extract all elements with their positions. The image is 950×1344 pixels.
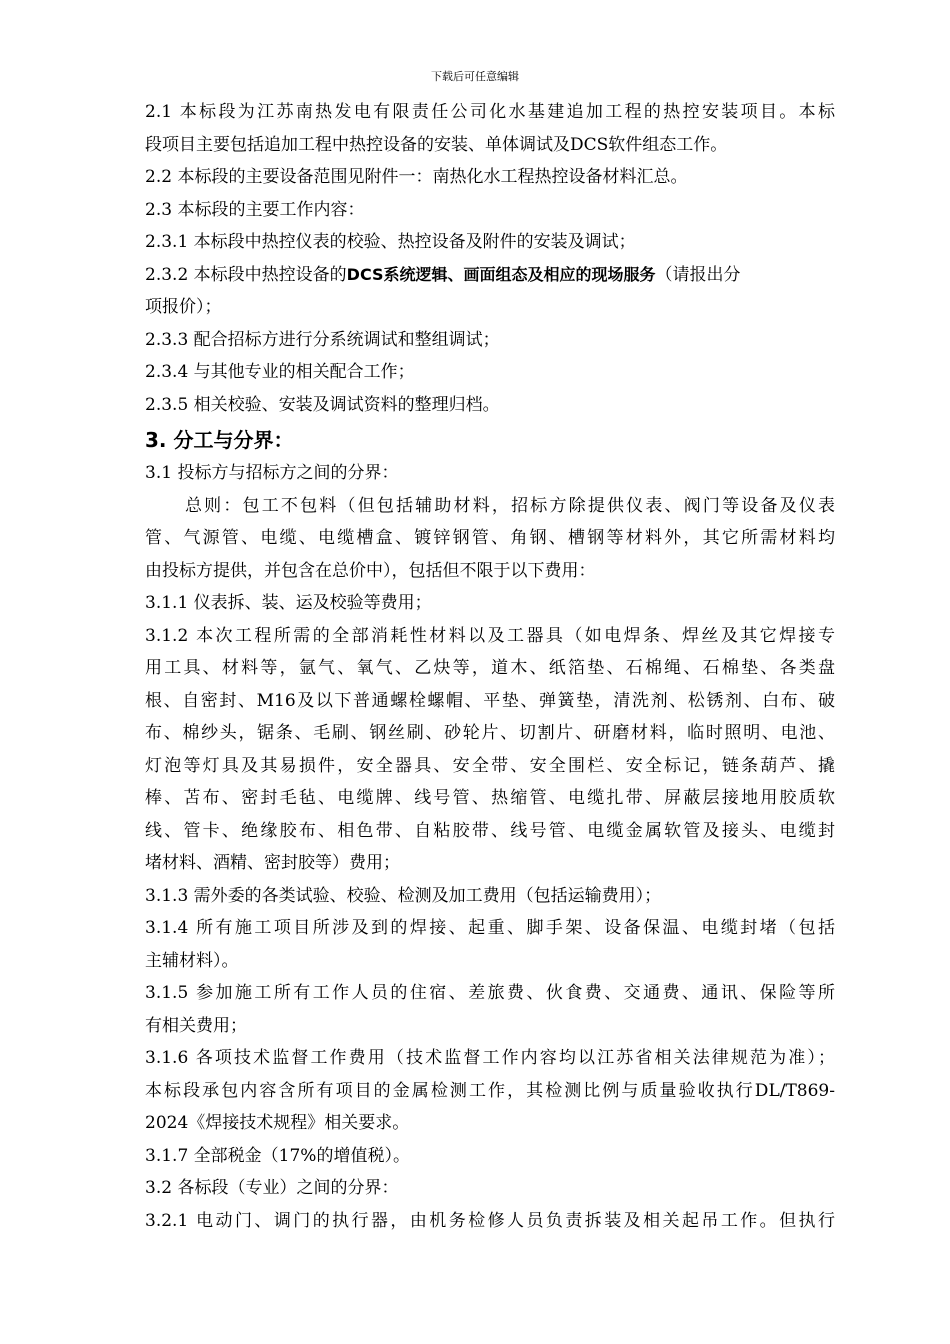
section-heading: 3. 分工与分界： bbox=[145, 428, 294, 452]
paragraph-line: 总则：包工不包料（但包括辅助材料，招标方除提供仪表、阀门等设备及仪表 bbox=[185, 495, 835, 516]
paragraph-line: 段项目主要包括追加工程中热控设备的安装、单体调试及DCS软件组态工作。 bbox=[145, 134, 728, 155]
paragraph-line: 2.1 本标段为江苏南热发电有限责任公司化水基建追加工程的热控安装项目。本标 bbox=[145, 102, 835, 122]
page-header-note: 下载后可任意编辑 bbox=[431, 70, 519, 83]
paragraph-line: 3.1.7 全部税金（17%的增值税）。 bbox=[145, 1145, 410, 1166]
text-run: （请报出分 bbox=[655, 264, 741, 285]
paragraph-line: 根、自密封、M16及以下普通螺栓螺帽、平垫、弹簧垫，清洗剂、松锈剂、白布、破 bbox=[145, 690, 835, 711]
paragraph-line: 3.1.3 需外委的各类试验、校验、检测及加工费用（包括运输费用）； bbox=[145, 885, 662, 906]
paragraph-line: 3.2 各标段（专业）之间的分界： bbox=[145, 1178, 399, 1198]
paragraph-line: 管、气源管、电缆、电缆槽盒、镀锌钢管、角钢、槽钢等材料外，其它所需材料均 bbox=[145, 528, 835, 548]
paragraph-line: 2.3.4 与其他专业的相关配合工作； bbox=[145, 362, 415, 382]
paragraph-line: 棒、苫布、密封毛毡、电缆牌、线号管、热缩管、电缆扎带、屏蔽层接地用胶质软 bbox=[145, 788, 835, 808]
paragraph-line: 主辅材料）。 bbox=[145, 950, 239, 971]
paragraph-line: 项报价）； bbox=[145, 297, 222, 317]
paragraph-line: 堵材料、酒精、密封胶等）费用； bbox=[145, 853, 400, 873]
paragraph-line: 3.2.1 电动门、调门的执行器，由机务检修人员负责拆装及相关起吊工作。但执行 bbox=[145, 1210, 835, 1231]
paragraph-line: 2.3.3 配合招标方进行分系统调试和整组调试； bbox=[145, 329, 500, 350]
paragraph-line: 布、棉纱头，锯条、毛刷、钢丝刷、砂轮片、切割片、研磨材料，临时照明、电池、 bbox=[145, 723, 835, 743]
bold-text-run: DCS系统逻辑、画面组态及相应的现场服务 bbox=[346, 264, 656, 284]
paragraph-line: 有相关费用； bbox=[145, 1015, 247, 1036]
paragraph-line: 由投标方提供，并包含在总价中），包括但不限于以下费用： bbox=[145, 560, 596, 581]
paragraph-line: 本标段承包内容含所有项目的金属检测工作，其检测比例与质量验收执行DL/T869- bbox=[145, 1080, 835, 1101]
paragraph-line: 3.1.6 各项技术监督工作费用（技术监督工作内容均以江苏省相关法律规范为准）； bbox=[145, 1048, 835, 1068]
paragraph-line: 2.3.1 本标段中热控仪表的校验、热控设备及附件的安装及调试； bbox=[145, 232, 636, 252]
paragraph-line: 线、管卡、绝缘胶布、相色带、自粘胶带、线号管、电缆金属软管及接头、电缆封 bbox=[145, 820, 835, 841]
paragraph-line: 3.1.4 所有施工项目所涉及到的焊接、起重、脚手架、设备保温、电缆封堵（包括 bbox=[145, 918, 835, 938]
paragraph-line: 2.3 本标段的主要工作内容： bbox=[145, 199, 365, 220]
paragraph-line: 2.2 本标段的主要设备范围见附件一：南热化水工程热控设备材料汇总。 bbox=[145, 167, 688, 187]
paragraph-line: 3.1.2 本次工程所需的全部消耗性材料以及工器具（如电焊条、焊丝及其它焊接专 bbox=[145, 625, 835, 646]
paragraph-line: 2.3.5 相关校验、安装及调试资料的整理归档。 bbox=[145, 394, 500, 415]
paragraph-line bbox=[145, 259, 835, 292]
paragraph-line: 3.1.1 仪表拆、装、运及校验等费用； bbox=[145, 593, 432, 613]
paragraph-line: 用工具、材料等，氩气、氧气、乙炔等，道木、纸箔垫、石棉绳、石棉垫、各类盘 bbox=[145, 658, 835, 678]
document-body bbox=[145, 96, 835, 1237]
paragraph-line: 灯泡等灯具及其易损件，安全器具、安全带、安全围栏、安全标记，链条葫芦、撬 bbox=[145, 755, 835, 776]
paragraph-line: 3.1.5 参加施工所有工作人员的住宿、差旅费、伙食费、交通费、通讯、保险等所 bbox=[145, 983, 835, 1003]
paragraph-line: 3.1 投标方与招标方之间的分界： bbox=[145, 463, 399, 483]
text-run: 2.3.2 本标段中热控设备的 bbox=[145, 264, 347, 285]
paragraph-line: 2024《焊接技术规程》相关要求。 bbox=[145, 1113, 410, 1133]
